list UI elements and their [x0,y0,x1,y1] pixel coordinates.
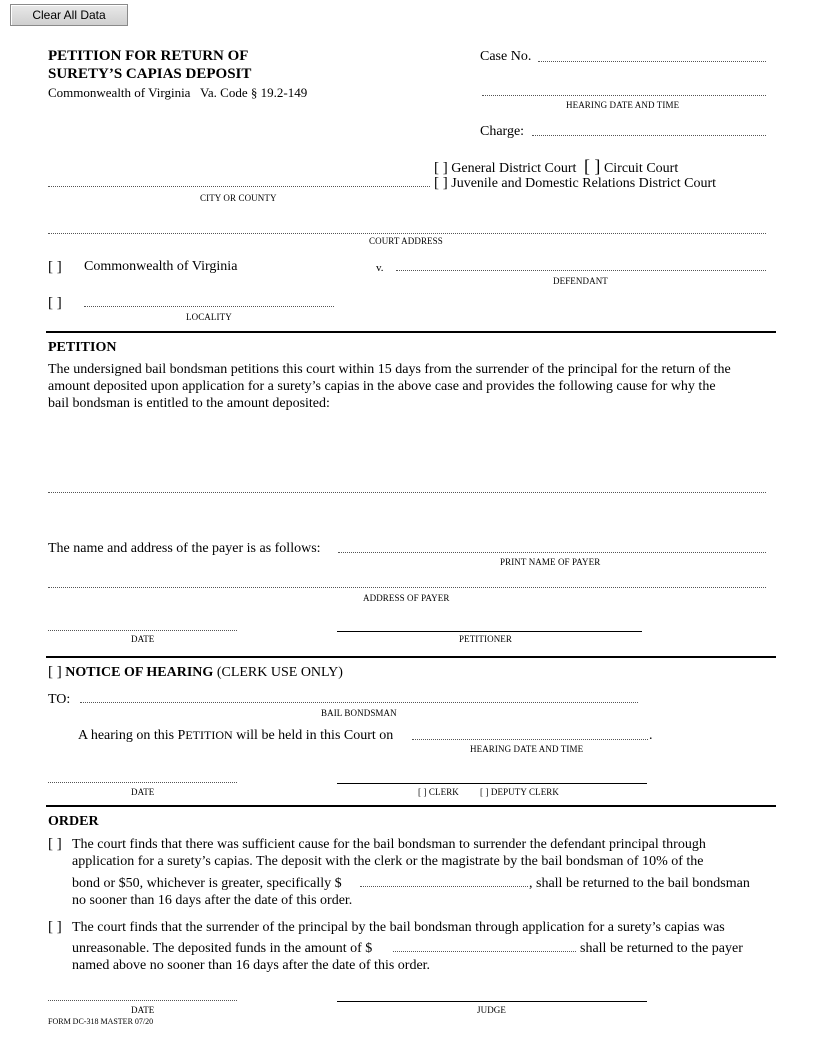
payer-name-field[interactable] [338,552,766,553]
case-no-field[interactable] [538,61,766,62]
circuit-court-checkbox[interactable]: [ ] [583,156,601,176]
form-title-line1: PETITION FOR RETURN OF [48,48,249,64]
commonwealth-label: Commonwealth of Virginia [48,85,191,100]
case-no-label: Case No. [480,49,532,64]
city-county-label: CITY OR COUNTY [200,193,277,203]
notice-heading-row [48,664,343,681]
order-p2-line2b: shall be returned to the payer [580,941,743,956]
petition-heading: PETITION [48,340,117,355]
clerk-signature-line[interactable] [337,783,647,784]
payer-name-label: PRINT NAME OF PAYER [500,557,601,567]
order-heading: ORDER [48,814,99,829]
court-options-row2 [434,175,716,192]
hearing-date-field[interactable] [482,95,766,96]
order-sufficient-checkbox[interactable]: [ ] [48,836,62,852]
petitioner-label: PETITIONER [459,634,512,644]
petition-body-line2: amount deposited upon application for a surety’s capias in the above case and provides the following cause for why the [48,379,716,394]
return-amount-field[interactable] [360,886,528,887]
versus-label: v. [376,262,384,274]
cause-field[interactable] [48,492,766,493]
petition-body-line1: The undersigned bail bondsman petitions this court within 15 days from the surrender of the principal for the return of the [48,362,731,377]
form-id: FORM DC-318 MASTER 07/20 [48,1017,154,1026]
court-options-row1 [434,156,678,177]
bondsman-field[interactable] [80,702,638,703]
order-p2-line2a: unreasonable. The deposited funds in the amount of $ [72,941,373,956]
form-subtitle [48,85,307,101]
court-address-field[interactable] [48,233,766,234]
hearing-text-c: will be held in this Court on [232,728,394,743]
order-p1-line4: no sooner than 16 days after the date of this order. [72,893,353,908]
deputy-clerk-option[interactable]: [ ] DEPUTY CLERK [480,787,560,797]
court-address-label: COURT ADDRESS [369,236,443,246]
payer-intro: The name and address of the payer is as follows: [48,541,321,556]
petitioner-signature-line[interactable] [337,631,642,632]
notice-date-field[interactable] [48,782,237,783]
circuit-court-label: Circuit Court [603,161,679,176]
petition-date-field[interactable] [48,630,237,631]
notice-hearing-date-field[interactable] [412,739,648,740]
locality-field[interactable] [84,306,334,307]
bondsman-label: BAIL BONDSMAN [321,708,397,718]
petition-date-label: DATE [131,634,155,644]
deposited-amount-field[interactable] [393,951,576,952]
judge-signature-line[interactable] [337,1001,647,1002]
city-county-field[interactable] [48,186,430,187]
clear-all-data-button[interactable]: Clear All Data [10,4,128,26]
commonwealth-party-label: Commonwealth of Virginia [84,259,238,274]
commonwealth-checkbox[interactable]: [ ] [48,259,62,275]
order-p1-line3a: bond or $50, whichever is greater, specifically $ [72,876,342,891]
petition-body [48,361,731,412]
petition-body-line3: bail bondsman is entitled to the amount deposited: [48,396,330,411]
order-p1-line2: application for a surety’s capias. The deposit with the clerk or the magistrate by the bail bondsman of 10% of the [72,854,704,869]
locality-checkbox[interactable]: [ ] [48,295,62,311]
order-p1-line3b: , shall be returned to the bail bondsman [529,876,750,891]
notice-checkbox[interactable]: [ ] [48,664,62,680]
notice-date-label: DATE [131,787,155,797]
jdr-court-label: Juvenile and Domestic Relations District Court [451,176,717,191]
hearing-text-b: ETITION [185,728,233,742]
general-district-checkbox[interactable]: [ ] [434,160,448,176]
hearing-sentence [78,728,393,744]
clerk-option[interactable]: [ ] CLERK [418,787,459,797]
order-p2-line1: The court finds that the surrender of the principal by the bail bondsman through application for a surety’s capias was [72,920,725,935]
section-divider [46,805,776,807]
order-unreasonable-checkbox[interactable]: [ ] [48,919,62,935]
charge-label: Charge: [480,124,525,139]
defendant-field[interactable] [396,270,766,271]
defendant-label: DEFENDANT [553,276,608,286]
to-label: TO: [48,692,71,707]
section-divider [46,331,776,333]
order-date-field[interactable] [48,1000,237,1001]
order-date-label: DATE [131,1005,155,1015]
charge-field[interactable] [532,135,766,136]
judge-label: JUDGE [477,1005,506,1015]
order-p1-line1: The court finds that there was sufficient cause for the bail bondsman to surrender the defendant principal through [72,837,706,852]
code-reference: Va. Code § 19.2-149 [199,85,308,100]
payer-address-field[interactable] [48,587,766,588]
order-p2-line3: named above no sooner than 16 days after the date of this order. [72,958,431,973]
general-district-label: General District Court [451,161,577,176]
clerk-use-label: (CLERK USE ONLY) [216,665,343,680]
notice-heading: NOTICE OF HEARING [65,665,214,680]
notice-hearing-date-label: HEARING DATE AND TIME [470,744,584,754]
payer-address-label: ADDRESS OF PAYER [363,593,450,603]
form-title-line2: SURETY’S CAPIAS DEPOSIT [48,66,252,82]
locality-label: LOCALITY [186,312,232,322]
hearing-date-label: HEARING DATE AND TIME [566,100,680,110]
section-divider [46,656,776,658]
jdr-court-checkbox[interactable]: [ ] [434,175,448,191]
hearing-period: . [649,728,653,743]
hearing-text-a: A hearing on this P [78,728,186,743]
